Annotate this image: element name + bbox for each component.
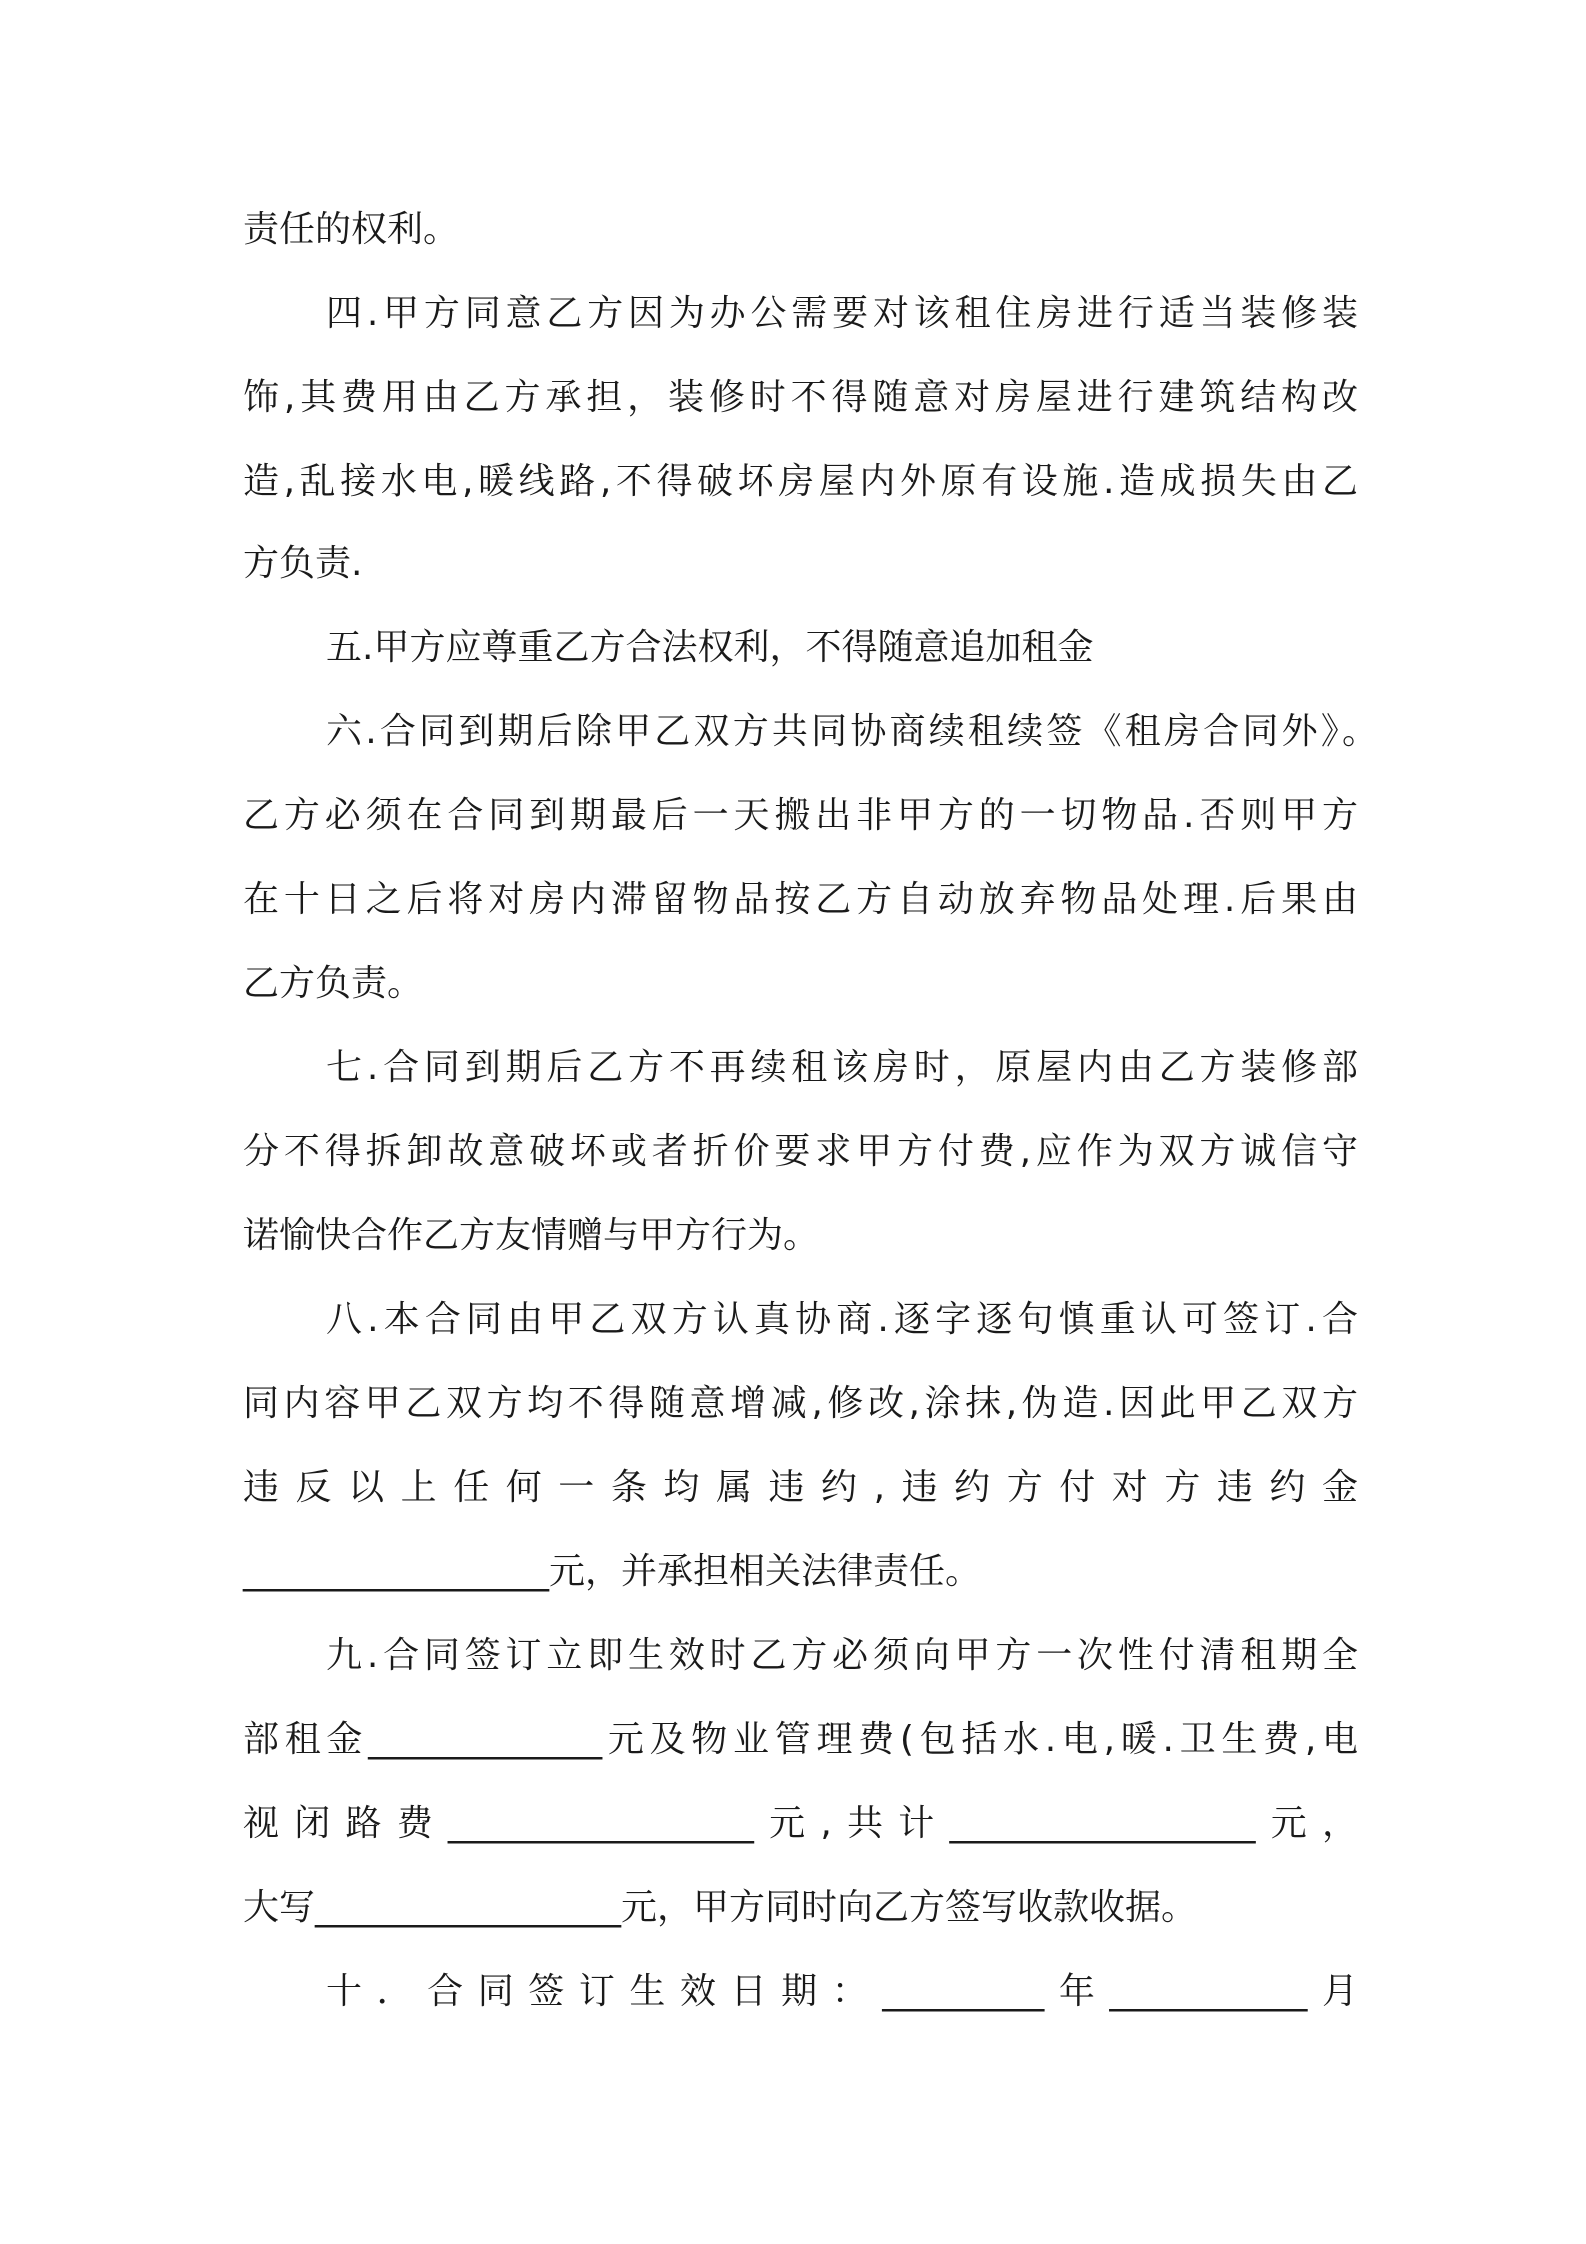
- text-line: 饰,其费用由乙方承担，装修时不得随意对房屋进行建筑结构改: [243, 377, 1358, 418]
- text-line: 十．合同签订生效日期：_________年___________月: [326, 1971, 1358, 2012]
- text-line: 五.甲方应尊重乙方合法权利，不得随意追加租金: [326, 627, 1094, 668]
- text-line: 七.合同到期后乙方不再续租该房时，原屋内由乙方装修部: [326, 1047, 1358, 1088]
- text-line: 乙方必须在合同到期最后一天搬出非甲方的一切物品.否则甲方: [243, 795, 1358, 836]
- text-line: 乙方负责。: [243, 963, 424, 1004]
- text-line: 八.本合同由甲乙双方认真协商.逐字逐句慎重认可签订.合: [326, 1299, 1358, 1340]
- text-line: 造,乱接水电,暖线路,不得破坏房屋内外原有设施.造成损失由乙: [243, 461, 1358, 502]
- text-line: 九.合同签订立即生效时乙方必须向甲方一次性付清租期全: [326, 1635, 1358, 1676]
- text-line: 同内容甲乙双方均不得随意增减,修改,涂抹,伪造.因此甲乙双方: [243, 1383, 1358, 1424]
- text-line: 四.甲方同意乙方因为办公需要对该租住房进行适当装修装: [326, 293, 1358, 334]
- text-line: 违反以上任何一条均属违约,违约方付对方违约金: [243, 1467, 1358, 1508]
- text-line: _________________元，并承担相关法律责任。: [243, 1551, 982, 1592]
- text-line: 在十日之后将对房内滞留物品按乙方自动放弃物品处理.后果由: [243, 879, 1358, 920]
- text-line: 大写_________________元，甲方同时向乙方签写收款收据。: [243, 1887, 1198, 1928]
- text-line: 分不得拆卸故意破坏或者折价要求甲方付费,应作为双方诚信守: [243, 1131, 1358, 1172]
- text-line: 六.合同到期后除甲乙双方共同协商续租续签《租房合同外》。: [326, 711, 1378, 752]
- text-line: 视闭路费_________________元,共计_________________元，: [243, 1803, 1358, 1844]
- text-line: 部租金_____________元及物业管理费(包括水.电,暖.卫生费,电: [243, 1719, 1358, 1760]
- text-line: 诺愉快合作乙方友情赠与甲方行为。: [243, 1215, 820, 1256]
- text-line: 责任的权利。: [243, 209, 460, 250]
- text-line: 方负责.: [243, 543, 363, 584]
